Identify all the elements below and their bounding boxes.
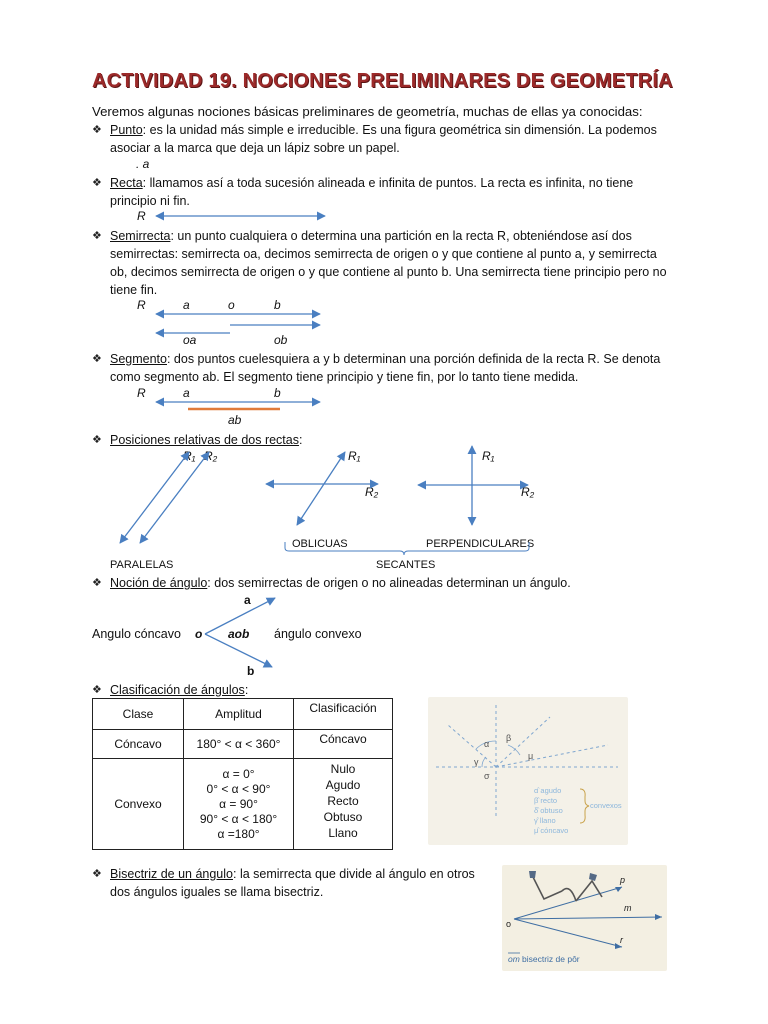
term-angulo: Noción de ángulo xyxy=(110,576,208,590)
semirrecta-text-1: : un punto cualquiera o determina una partición en la recta R, obteniéndose así dos xyxy=(170,229,632,243)
oblicuas-r2-label: R₂ xyxy=(365,485,379,499)
legend-item: β̂ recto xyxy=(534,796,558,805)
clasificacion-colon: : xyxy=(244,683,249,697)
term-semirrecta: Semirrecta xyxy=(110,229,171,243)
table-cell: 180° < α < 360° xyxy=(184,730,294,759)
segmento-ab-label: ab xyxy=(228,413,242,427)
table-cell: Cóncavo xyxy=(93,730,184,759)
semirrecta-a-label: a xyxy=(183,298,190,312)
clasif-value: Nulo xyxy=(330,762,356,776)
paralelas-r1-label: R₁ xyxy=(183,449,196,463)
photo-beta-label: β xyxy=(506,733,512,743)
legend-item: α̂ agudo xyxy=(534,786,562,795)
perpendiculares-label: PERPENDICULARES xyxy=(426,538,535,550)
clasif-value: Obtuso xyxy=(323,810,363,824)
secantes-brace-icon xyxy=(285,542,529,555)
diamond-bullet-icon: ❖ xyxy=(92,230,102,242)
amplitud-value: 0° < α < 90° xyxy=(206,781,271,796)
posiciones-colon: : xyxy=(298,433,303,447)
punto-text-2: asociar a la marca que deja un lápiz sobre un papel. xyxy=(110,141,400,155)
title-topic: NOCIONES PRELIMINARES DE GEOMETRÍA xyxy=(236,70,673,92)
segmento-r-label: R xyxy=(137,386,146,400)
diamond-bullet-icon: ❖ xyxy=(92,177,102,189)
term-bisectriz: Bisectriz de un ángulo xyxy=(110,867,233,881)
table-header: Amplitud xyxy=(184,699,294,730)
recta-text-1: : llamamos así a toda sucesión alineada e infinita de puntos. La recta es infinita, no tiene xyxy=(142,176,634,190)
amplitud-value: α = 90° xyxy=(219,796,258,811)
angulo-convexo-label: ángulo convexo xyxy=(274,627,362,641)
table-header: Clase xyxy=(93,699,184,730)
semirrecta-o-label: o xyxy=(228,298,235,312)
diamond-bullet-icon: ❖ xyxy=(92,684,102,696)
segmento-text-1: : dos puntos cuelesquiera a y b determinan una porción definida de la recta R. Se denota xyxy=(166,352,661,366)
oblicuas-r1-label: R₁ xyxy=(348,449,361,463)
legend-item: γ̂ llano xyxy=(534,816,556,825)
secantes-label: SECANTES xyxy=(376,559,436,571)
photo-sigma-label: σ xyxy=(484,771,490,781)
angulo-o-label: o xyxy=(195,627,203,641)
photo-mu-label: μ xyxy=(528,751,534,761)
bisectriz-text-2: dos ángulos iguales se llama bisectriz. xyxy=(110,885,324,899)
title-activity: ACTIVIDAD 19. xyxy=(92,70,237,92)
segmento-b-label: b xyxy=(274,386,281,400)
paralelas-label: PARALELAS xyxy=(110,559,174,571)
legend-group-label: convexos xyxy=(590,801,622,810)
punto-text-1: : es la unidad más simple e irreducible. Es una figura geométrica sin dimensión. La podemos xyxy=(142,123,657,137)
paralelas-r2-label: R₂ xyxy=(204,449,218,463)
bisectriz-p-label: p xyxy=(620,875,626,885)
bisectriz-text-1: : la semirrecta que divide al ángulo en otros xyxy=(233,867,475,881)
angle-ray-ob xyxy=(205,634,272,667)
clasif-value: Llano xyxy=(328,826,358,840)
legend-item: δ̂ obtuso xyxy=(534,806,563,815)
amplitud-value: 90° < α < 180° xyxy=(199,811,278,826)
clasif-value: Recto xyxy=(327,794,359,808)
semirrecta-ob-label: ob xyxy=(274,333,288,347)
angulo-text: : dos semirrectas de origen o no alineadas determinan un ángulo. xyxy=(207,576,571,590)
oblique-line-r1 xyxy=(297,452,345,525)
point-a-label: . a xyxy=(136,157,150,171)
table-cell: Cóncavo xyxy=(294,730,393,759)
bisectriz-r-label: r xyxy=(620,935,623,945)
semirrecta-text-3: ob, decimos semirrecta de origen o y que contiene al punto b. Una semirrecta tiene principio pero no xyxy=(110,265,667,279)
oblicuas-label: OBLICUAS xyxy=(292,538,348,550)
diamond-bullet-icon: ❖ xyxy=(92,353,102,365)
table-header: Clasificación xyxy=(294,699,393,730)
angulo-aob-label: aob xyxy=(228,627,250,641)
semirrecta-oa-label: oa xyxy=(183,333,197,347)
term-posiciones: Posiciones relativas de dos rectas xyxy=(110,433,299,447)
bisectriz-caption: bisectriz de pôr xyxy=(522,954,580,964)
angulo-concavo-label: Angulo cóncavo xyxy=(92,627,181,641)
recta-r-label: R xyxy=(137,209,146,223)
photo-alpha-label: α xyxy=(484,739,490,749)
parallel-line-r2 xyxy=(140,452,209,543)
bisectriz-m-label: m xyxy=(624,903,632,913)
angulo-b-label: b xyxy=(247,664,255,678)
segmento-a-label: a xyxy=(183,386,190,400)
segmento-text-2: como segmento ab. El segmento tiene principio y tiene fin, por lo tanto tiene medida. xyxy=(110,370,579,384)
term-punto: Punto xyxy=(110,123,143,137)
clasif-value: Agudo xyxy=(325,778,361,792)
angulo-a-label: a xyxy=(244,593,251,607)
diamond-bullet-icon: ❖ xyxy=(92,434,102,446)
semirrecta-b-label: b xyxy=(274,298,281,312)
bisectriz-caption-om: om xyxy=(508,954,520,964)
table-cell: Convexo xyxy=(93,759,184,850)
diamond-bullet-icon: ❖ xyxy=(92,868,102,880)
term-segmento: Segmento xyxy=(110,352,167,366)
amplitud-value: α = 0° xyxy=(222,766,255,781)
bisectriz-o-label: o xyxy=(506,919,512,929)
semirrecta-r-label: R xyxy=(137,298,146,312)
term-recta: Recta xyxy=(110,176,143,190)
perp-r2-label: R₂ xyxy=(521,485,535,499)
angle-ray-oa xyxy=(205,598,275,634)
recta-text-2: principio ni fin. xyxy=(110,194,190,208)
diamond-bullet-icon: ❖ xyxy=(92,124,102,136)
parallel-line-r1 xyxy=(120,452,189,543)
perp-r1-label: R₁ xyxy=(482,449,495,463)
amplitud-value: α =180° xyxy=(217,826,260,841)
intro-text: Veremos algunas nociones básicas preliminares de geometría, muchas de ellas ya conocidas: xyxy=(92,104,643,119)
photo-gamma-label: γ xyxy=(474,757,479,767)
diamond-bullet-icon: ❖ xyxy=(92,577,102,589)
legend-item: μ̂ cóncavo xyxy=(534,826,569,835)
semirrecta-text-2: semirrectas: semirrecta oa, decimos semirrecta de origen o y que contiene al punto a, y semirrecta xyxy=(110,247,657,261)
term-clasificacion: Clasificación de ángulos xyxy=(110,683,245,697)
semirrecta-text-4: tiene fin. xyxy=(110,283,158,297)
